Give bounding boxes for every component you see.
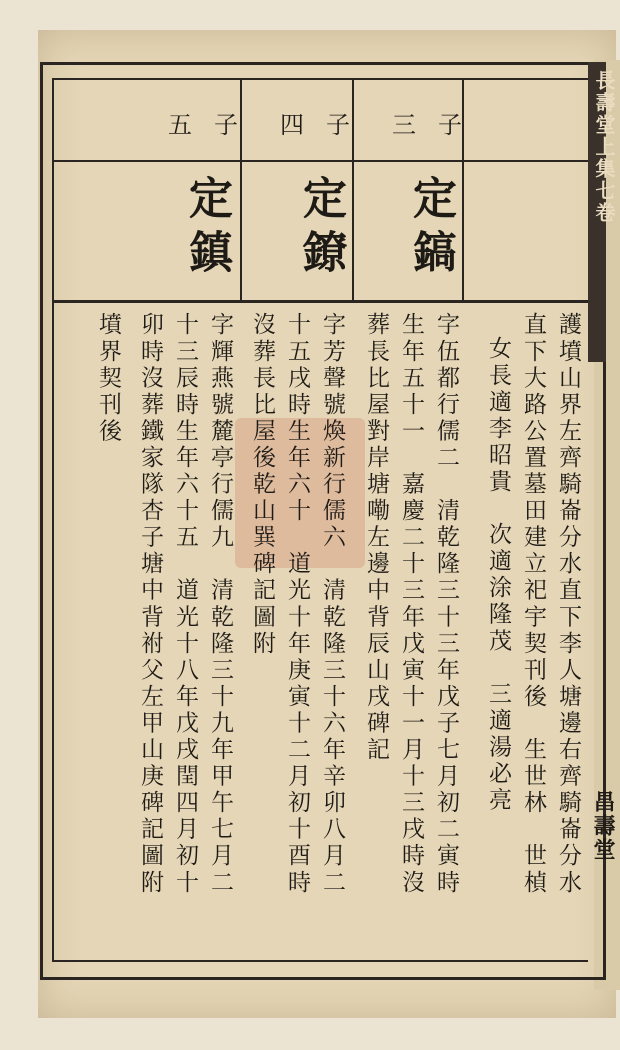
text-column-12: 卯時沒葬鐵家隊杏子塘中背祔父左甲山庚碑記圖附 bbox=[137, 312, 163, 897]
divider-name-bottom bbox=[52, 300, 588, 303]
name-3: 定鎬 bbox=[405, 175, 456, 283]
text-column-13: 墳界契刊後 bbox=[95, 312, 121, 445]
name-4: 定鐐 bbox=[295, 175, 346, 283]
rank-label-4: 四子 bbox=[280, 111, 372, 139]
text-column-10: 字輝燕號麓亭行儒九 清乾隆三十九年甲午七月二 bbox=[207, 312, 233, 897]
divider-top-inner bbox=[52, 78, 588, 80]
text-column-1: 護墳山界左齊騎崙分水直下李人塘邊右齊騎崙分水 bbox=[555, 312, 581, 897]
name-5: 定鎮 bbox=[181, 175, 232, 283]
side-title: 長壽堂上集七卷 bbox=[592, 70, 616, 224]
text-column-4: 字伍都行儒二 清乾隆三十三年戊子七月初二寅時 bbox=[433, 312, 459, 897]
text-column-11: 十三辰時生年六十五 道光十八年戊戌閏四月初十 bbox=[172, 312, 198, 897]
divider-rank-top bbox=[52, 160, 588, 162]
text-column-7: 字芳聲號煥新行儒六 清乾隆三十六年辛卯八月二 bbox=[319, 312, 345, 897]
text-column-3: 女長適李昭貴 次適涂隆茂 三適湯必亮 bbox=[485, 336, 511, 814]
rank-label-3: 三子 bbox=[392, 111, 484, 139]
text-column-8: 十五戌時生年六十 道光十年庚寅十二月初十酉時 bbox=[284, 312, 310, 897]
text-column-6: 葬長比屋對岸塘嘞左邊中背辰山戌碑記 bbox=[363, 312, 389, 764]
divider-left-inner bbox=[52, 80, 54, 960]
text-column-5: 生年五十一 嘉慶二十三年戊寅十一月十三戌時沒 bbox=[398, 312, 424, 897]
divider-bottom-inner bbox=[52, 960, 588, 962]
rank-label-5: 五子 bbox=[168, 111, 260, 139]
side-mark: 昌壽堂 bbox=[590, 790, 616, 862]
text-column-9: 沒葬長比屋後乾山巽碑記圖附 bbox=[249, 312, 275, 658]
text-column-2: 直下大路公置墓田建立祀宇契刊後 生世林 世楨 bbox=[520, 312, 546, 897]
